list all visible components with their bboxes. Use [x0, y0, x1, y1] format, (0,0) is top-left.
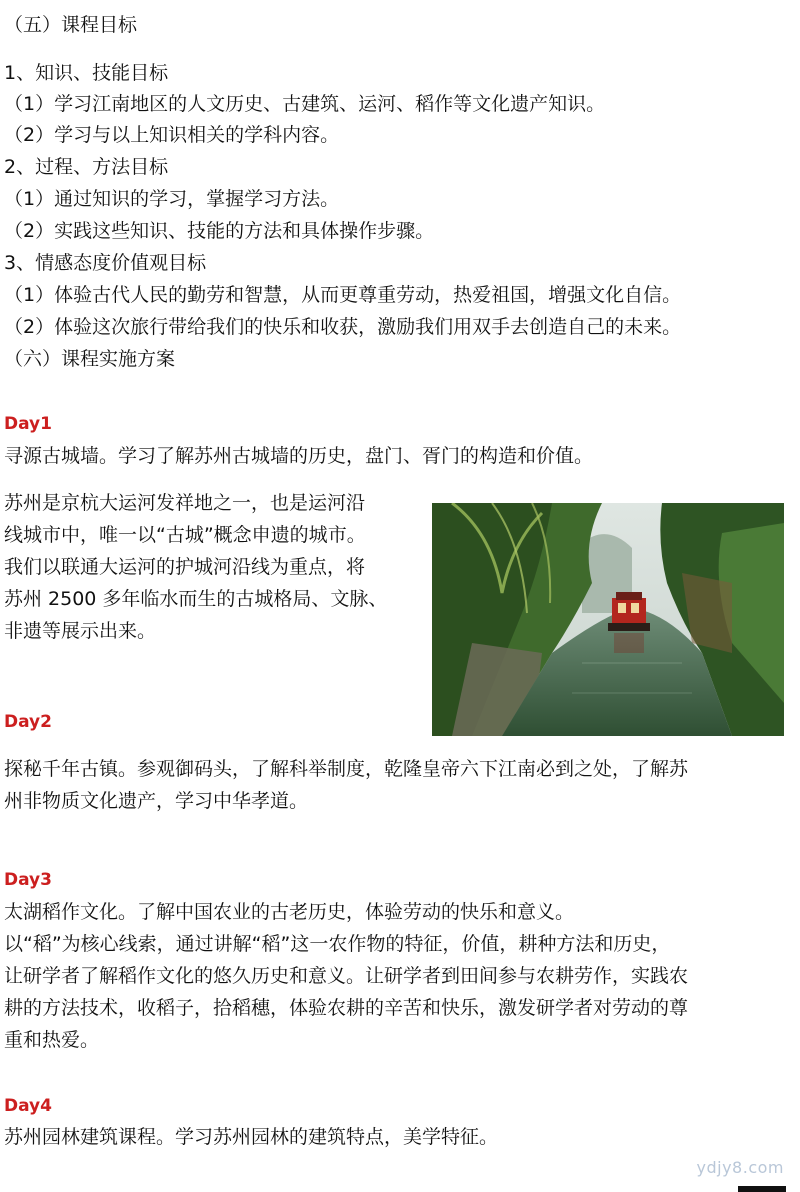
- day1-desc-line: 我们以联通大运河的护城河沿线为重点，将: [4, 556, 366, 578]
- day4-label: Day4: [4, 1096, 52, 1116]
- day4-line: 苏州园林建筑课程。学习苏州园林的建筑特点，美学特征。: [4, 1126, 499, 1148]
- corner-bar: [738, 1186, 786, 1192]
- section-heading-implementation-plan: （六）课程实施方案: [4, 348, 176, 370]
- site-watermark: ydjy8.com: [696, 1158, 784, 1177]
- day3-line: 太湖稻作文化。了解中国农业的古老历史，体验劳动的快乐和意义。: [4, 901, 575, 923]
- day3-line: 耕的方法技术，收稻子，拾稻穗，体验农耕的辛苦和快乐，激发研学者对劳动的尊: [4, 997, 689, 1019]
- day3-line: 重和热爱。: [4, 1029, 100, 1051]
- canal-boat-photo: [432, 503, 784, 736]
- goal-line: （1）体验古代人民的勤劳和智慧，从而更尊重劳动，热爱祖国，增强文化自信。: [4, 284, 682, 306]
- day1-label: Day1: [4, 414, 52, 434]
- goal-line: （1）通过知识的学习，掌握学习方法。: [4, 188, 340, 210]
- day2-line: 州非物质文化遗产，学习中华孝道。: [4, 790, 309, 812]
- day1-desc-line: 苏州 2500 多年临水而生的古城格局、文脉、: [4, 588, 388, 610]
- goal-line: （2）学习与以上知识相关的学科内容。: [4, 124, 340, 146]
- day1-intro: 寻源古城墙。学习了解苏州古城墙的历史，盘门、胥门的构造和价值。: [4, 445, 594, 467]
- day3-line: 让研学者了解稻作文化的悠久历史和意义。让研学者到田间参与农耕劳作，实践农: [4, 965, 689, 987]
- day1-desc-line: 线城市中，唯一以“古城”概念申遗的城市。: [4, 524, 366, 546]
- day1-desc-line: 苏州是京杭大运河发祥地之一，也是运河沿: [4, 492, 366, 514]
- goal-line: （2）体验这次旅行带给我们的快乐和收获，激励我们用双手去创造自己的未来。: [4, 316, 682, 338]
- section-heading-course-goals: （五）课程目标: [4, 14, 138, 36]
- goal-line: （1）学习江南地区的人文历史、古建筑、运河、稻作等文化遗产知识。: [4, 93, 606, 115]
- goal-line: 2、过程、方法目标: [4, 156, 169, 178]
- day1-desc-line: 非遗等展示出来。: [4, 620, 157, 642]
- goal-line: 1、知识、技能目标: [4, 62, 169, 84]
- goal-line: （2）实践这些知识、技能的方法和具体操作步骤。: [4, 220, 435, 242]
- day2-label: Day2: [4, 712, 52, 732]
- day3-label: Day3: [4, 870, 52, 890]
- day2-line: 探秘千年古镇。参观御码头，了解科举制度，乾隆皇帝六下江南必到之处，了解苏: [4, 758, 689, 780]
- day3-line: 以“稻”为核心线索，通过讲解“稻”这一农作物的特征，价值，耕种方法和历史，: [4, 933, 671, 955]
- goal-line: 3、情感态度价值观目标: [4, 252, 207, 274]
